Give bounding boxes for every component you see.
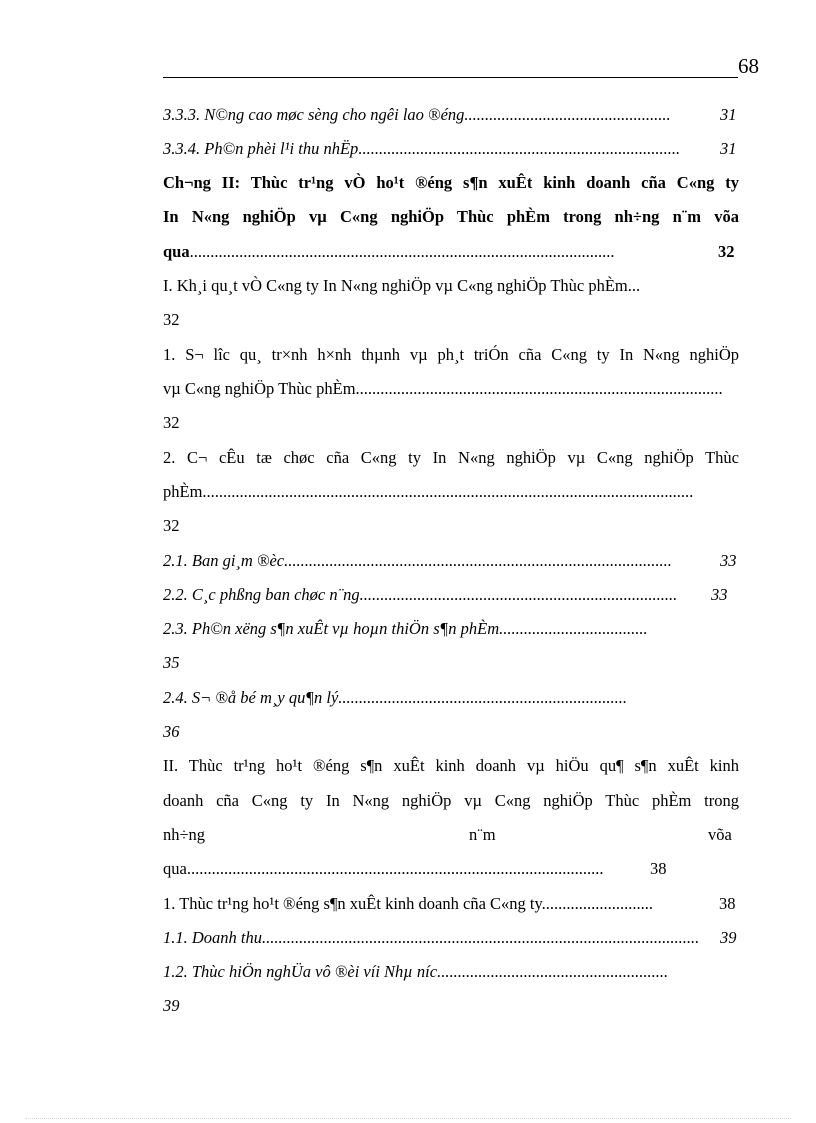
- toc-entry-3-3-3: [163, 105, 671, 125]
- toc-entry-page: 32: [163, 516, 180, 535]
- toc-section-2-line-4: [163, 859, 603, 879]
- toc-entry-1-1: [163, 928, 699, 948]
- toc-entry-page: 36: [163, 722, 180, 741]
- toc-leader: ...: [627, 276, 641, 295]
- toc-leader: .......................................................................................................: [189, 242, 615, 261]
- toc-entry-page: 31: [720, 139, 737, 158]
- toc-leader: ....................................: [499, 619, 648, 638]
- toc-entry-page: 39: [720, 928, 737, 947]
- toc-entry-title: 2.1. Ban gi¸m ®èc: [163, 551, 285, 570]
- toc-section-2-word: n¨m: [469, 825, 496, 844]
- page-bottom-border: [25, 1118, 791, 1119]
- toc-entry-page: 39: [163, 996, 180, 1015]
- toc-entry-title: qua: [163, 242, 190, 261]
- toc-entry-title: 1.1. Doanh thu: [163, 928, 262, 947]
- toc-section-2-line-1: II. Thùc tr¹ng ho¹t ®éng s¶n xuÊt kinh doanh vµ hiÖu qu¶ s¶n xuÊt kinh: [163, 756, 739, 775]
- toc-entry-1-2: [163, 962, 668, 982]
- toc-section-1: [163, 276, 640, 296]
- page-number: 68: [738, 54, 759, 78]
- toc-entry-title: 2.4. S¬ ®å bé m¸y qu¶n lý: [163, 688, 339, 707]
- toc-entry-ii-1: [163, 894, 653, 914]
- toc-chapter-2-line-1: Ch¬ng II: Thùc tr¹ng vÒ ho¹t ®éng s¶n xuÊt kinh doanh cña C«ng ty: [163, 173, 739, 192]
- toc-entry-2-1: [163, 551, 672, 571]
- toc-chapter-2-line-3: [163, 242, 614, 262]
- toc-leader: ...........................: [541, 894, 654, 913]
- toc-leader: ........................................................: [437, 962, 669, 981]
- toc-leader: ..................................................: [464, 105, 671, 124]
- toc-leader: ..............................................................................................: [284, 551, 672, 570]
- toc-entry-page: 33: [720, 551, 737, 570]
- toc-entry-2-2: [163, 585, 677, 605]
- toc-entry-page: 38: [719, 894, 736, 913]
- toc-leader: .............................................................................: [359, 585, 678, 604]
- toc-entry-3-3-4: [163, 139, 680, 159]
- toc-leader: .......................................................................................................................: [202, 482, 694, 501]
- toc-entry-page: 32: [163, 413, 180, 432]
- toc-entry-1-line-1: 1. S¬ lîc qu¸ tr×nh h×nh thµnh vµ ph¸t triÓn cña C«ng ty In N«ng nghiÖp: [163, 345, 739, 364]
- toc-entry-title: 3.3.3. N©ng cao møc sèng cho ngêi lao ®éng: [163, 105, 465, 124]
- toc-entry-page: 32: [718, 242, 735, 261]
- toc-entry-title: 1. Thùc tr¹ng ho¹t ®éng s¶n xuÊt kinh doanh cña C«ng ty: [163, 894, 542, 913]
- toc-entry-title: qua: [163, 859, 187, 878]
- toc-entry-2-line-2: [163, 482, 693, 502]
- toc-leader: .........................................................................................: [355, 379, 723, 398]
- toc-leader: ..........................................................................................................: [262, 928, 700, 947]
- toc-chapter-2-line-2: In N«ng nghiÖp vµ C«ng nghiÖp Thùc phÈm trong nh÷ng n¨m võa: [163, 207, 739, 226]
- toc-entry-title: 2.2. C¸c phßng ban chøc n¨ng: [163, 585, 360, 604]
- toc-section-2-line-2: doanh cña C«ng ty In N«ng nghiÖp vµ C«ng nghiÖp Thùc phÈm trong: [163, 791, 739, 810]
- toc-leader: ..............................................................................: [358, 139, 681, 158]
- toc-section-2-word: nh÷ng: [163, 825, 206, 844]
- toc-entry-page: 35: [163, 653, 180, 672]
- header-rule: [163, 77, 738, 78]
- toc-leader: ......................................................................: [338, 688, 628, 707]
- toc-entry-title: 3.3.4. Ph©n phèi l¹i thu nhËp: [163, 139, 359, 158]
- toc-entry-page: 33: [711, 585, 728, 604]
- toc-entry-page: 31: [720, 105, 737, 124]
- toc-entry-title: 2.3. Ph©n xëng s¶n xuÊt vµ hoµn thiÖn s¶n phÈm: [163, 619, 500, 638]
- toc-entry-2-4: [163, 688, 627, 708]
- toc-entry-1-line-2: [163, 379, 723, 399]
- toc-entry-page: 32: [163, 310, 180, 329]
- toc-entry-title: 1.2. Thùc hiÖn nghÜa vô ®èi víi Nhµ níc: [163, 962, 438, 981]
- toc-section-2-word: võa: [708, 825, 732, 844]
- toc-entry-2-3: [163, 619, 648, 639]
- toc-entry-title: vµ C«ng nghiÖp Thùc phÈm: [163, 379, 356, 398]
- toc-leader: .....................................................................................................: [186, 859, 604, 878]
- toc-entry-2-line-1: 2. C¬ cÊu tæ chøc cña C«ng ty In N«ng nghiÖp vµ C«ng nghiÖp Thùc: [163, 448, 739, 467]
- toc-entry-title: I. Kh¸i qu¸t vÒ C«ng ty In N«ng nghiÖp vµ C«ng nghiÖp Thùc phÈm: [163, 276, 628, 295]
- toc-entry-page: 38: [650, 859, 667, 878]
- toc-entry-title: phÈm: [163, 482, 203, 501]
